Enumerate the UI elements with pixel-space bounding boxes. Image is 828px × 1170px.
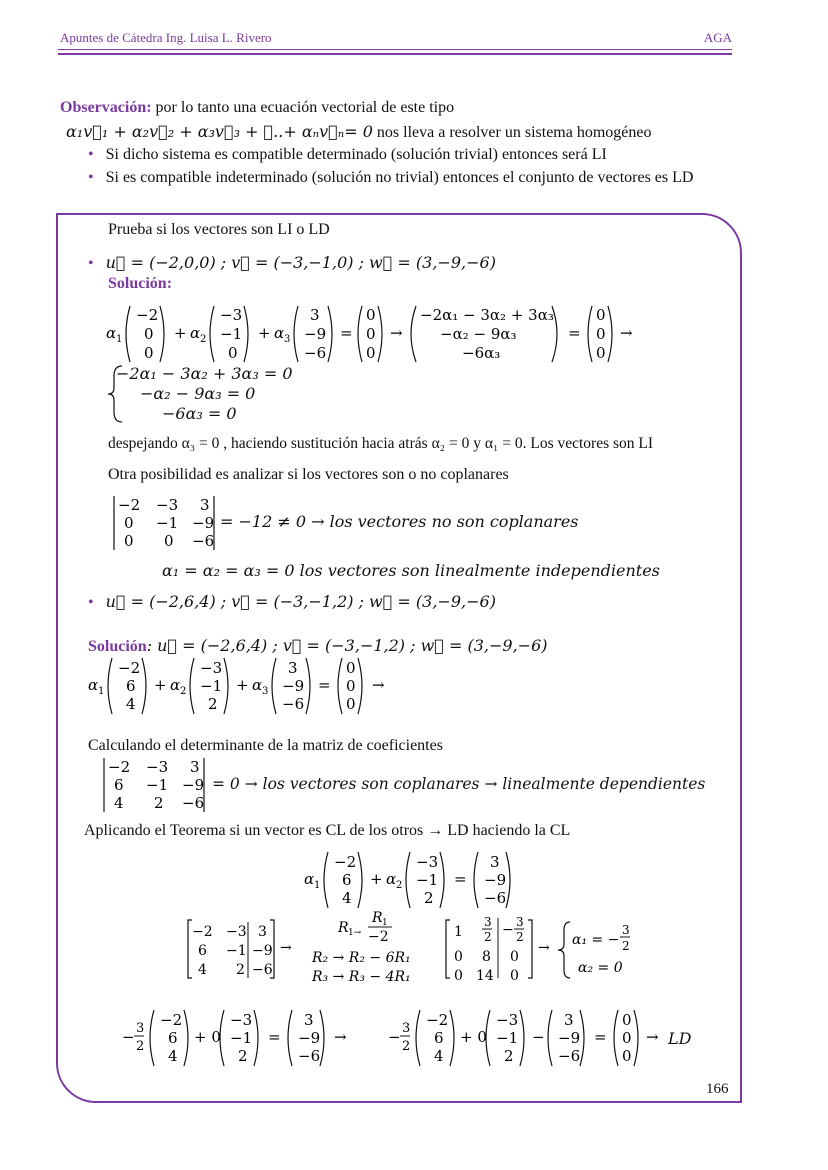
svg-text:−3: −3 bbox=[230, 1011, 253, 1029]
observation-bullet-1: • Si dicho sistema es compatible determinado (solución trivial) entonces será LI bbox=[88, 146, 607, 163]
svg-text:−1: −1 bbox=[496, 1029, 519, 1047]
svg-text:−9: −9 bbox=[252, 943, 273, 959]
svg-text:α: α bbox=[106, 324, 117, 342]
observation-line bbox=[60, 99, 454, 117]
svg-text:0: 0 bbox=[454, 968, 463, 984]
svg-text:3: 3 bbox=[200, 496, 210, 514]
svg-text:3: 3 bbox=[262, 686, 269, 697]
svg-text:−3: −3 bbox=[146, 758, 169, 776]
page-number: 166 bbox=[706, 1081, 729, 1097]
svg-text:4: 4 bbox=[114, 794, 124, 812]
ex2-solucion-label: Solución bbox=[88, 638, 147, 655]
svg-text:0: 0 bbox=[164, 532, 174, 550]
observation-text: por lo tanto una ecuación vectorial de este tipo bbox=[151, 99, 455, 116]
svg-text:1: 1 bbox=[314, 880, 321, 891]
svg-text:−3: −3 bbox=[416, 853, 439, 871]
svg-text:2: 2 bbox=[504, 1047, 514, 1065]
svg-text:0: 0 bbox=[144, 325, 154, 343]
ex1-system-eq1: −2α₁ − 3α₂ + 3α₃ = 0 bbox=[116, 364, 293, 383]
svg-text:→: → bbox=[646, 1028, 659, 1046]
svg-text:−9: −9 bbox=[558, 1029, 581, 1047]
svg-text:R₂ → R₂ − 6R₁: R₂ → R₂ − 6R₁ bbox=[312, 950, 411, 966]
svg-text:3: 3 bbox=[136, 1021, 145, 1036]
svg-text:α₁ = −: α₁ = − bbox=[572, 932, 620, 948]
ex2-ld-label: LD bbox=[668, 1029, 692, 1048]
ex2-final-combination bbox=[118, 1006, 698, 1070]
ex1-otra: Otra posibilidad es analizar si los vectores son o no coplanares bbox=[108, 466, 509, 483]
svg-text:3: 3 bbox=[622, 923, 630, 937]
svg-text:−3: −3 bbox=[200, 659, 223, 677]
svg-text:−2: −2 bbox=[118, 659, 141, 677]
svg-text:1: 1 bbox=[382, 918, 388, 928]
svg-text:2: 2 bbox=[424, 889, 434, 907]
ex1-system-eq2: −α₂ − 9α₃ = 0 bbox=[140, 384, 256, 403]
svg-text:−α₂ − 9α₃: −α₂ − 9α₃ bbox=[440, 325, 517, 343]
svg-text:2: 2 bbox=[402, 1039, 411, 1054]
svg-text:−: − bbox=[122, 1028, 135, 1046]
svg-text:0: 0 bbox=[622, 1029, 632, 1047]
svg-text:3: 3 bbox=[484, 915, 492, 929]
svg-text:+: + bbox=[174, 324, 187, 342]
svg-text:=: = bbox=[268, 1028, 281, 1046]
svg-text:1: 1 bbox=[116, 334, 123, 345]
svg-text:6: 6 bbox=[198, 943, 207, 959]
ex2-cl-equation bbox=[300, 850, 530, 910]
svg-text:α: α bbox=[274, 324, 285, 342]
ex2-solucion-vectors: : u⃗ = (−2,6,4) ; v⃗ = (−3,−1,2) ; w⃗ = (3,−9,−6) bbox=[146, 636, 548, 655]
svg-text:0: 0 bbox=[144, 344, 154, 362]
svg-text:−6α₃: −6α₃ bbox=[462, 344, 501, 362]
ex1-conclusion: α₁ = α₂ = α₃ = 0 los vectores son linealmente independientes bbox=[162, 561, 660, 580]
svg-text:→: → bbox=[538, 940, 550, 956]
svg-text:1: 1 bbox=[454, 924, 463, 940]
svg-text:4: 4 bbox=[126, 695, 136, 713]
svg-text:−: − bbox=[532, 1028, 545, 1046]
svg-text:−9: −9 bbox=[298, 1029, 321, 1047]
svg-text:2: 2 bbox=[484, 930, 492, 944]
svg-text:−1: −1 bbox=[226, 943, 247, 959]
svg-text:6: 6 bbox=[168, 1029, 178, 1047]
svg-text:3: 3 bbox=[190, 758, 200, 776]
ex1-solucion-label: Solución: bbox=[108, 275, 173, 292]
svg-text:=: = bbox=[340, 324, 353, 342]
svg-text:−2: −2 bbox=[136, 306, 159, 324]
svg-text:2: 2 bbox=[238, 1047, 248, 1065]
svg-text:4: 4 bbox=[342, 889, 352, 907]
svg-text:−2: −2 bbox=[334, 853, 357, 871]
svg-text:4: 4 bbox=[168, 1047, 178, 1065]
ex1-vectors: u⃗ = (−2,0,0) ; v⃗ = (−3,−1,0) ; w⃗ = (3,−9,−6) bbox=[105, 253, 496, 272]
svg-text:0: 0 bbox=[366, 325, 376, 343]
svg-text:1→: 1→ bbox=[348, 928, 362, 938]
ex1-det-result: = −12 ≠ 0 → los vectores no son coplanares bbox=[220, 512, 579, 531]
svg-text:0: 0 bbox=[622, 1011, 632, 1029]
svg-text:−6: −6 bbox=[192, 532, 215, 550]
header-author: Apuntes de Cátedra Ing. Luisa L. Rivero bbox=[60, 30, 272, 45]
svg-text:2: 2 bbox=[136, 1039, 145, 1054]
svg-text:α₂ = 0: α₂ = 0 bbox=[578, 960, 623, 976]
svg-text:0: 0 bbox=[622, 1047, 632, 1065]
svg-text:−2: −2 bbox=[426, 1011, 449, 1029]
svg-text:4: 4 bbox=[198, 962, 207, 978]
svg-text:0: 0 bbox=[124, 514, 134, 532]
svg-text:→: → bbox=[372, 676, 385, 694]
svg-text:−9: −9 bbox=[192, 514, 215, 532]
box-title: Prueba si los vectores son LI o LD bbox=[108, 221, 330, 238]
svg-text:α: α bbox=[170, 676, 181, 694]
ex1-vectors-line: • u⃗ = (−2,0,0) ; v⃗ = (−3,−1,0) ; w⃗ = (3,−9,−6) bbox=[88, 253, 496, 272]
svg-text:→: → bbox=[334, 1028, 347, 1046]
ex2-solucion-line bbox=[88, 636, 547, 656]
svg-text:α: α bbox=[88, 676, 99, 694]
svg-text:−6: −6 bbox=[558, 1047, 581, 1065]
svg-text:→: → bbox=[280, 940, 292, 956]
svg-text:3: 3 bbox=[258, 924, 267, 940]
ex1-despejando: despejando α₃ = 0 , haciendo sustitución hacia atrás α₂ = 0 y α₁ = 0. Los vectores son LI bbox=[108, 435, 654, 452]
observation-bullet-2: • Si es compatible indeterminado (solución no trivial) entonces el conjunto de vectores es LD bbox=[88, 169, 694, 186]
svg-text:→: → bbox=[620, 324, 633, 342]
svg-text:3: 3 bbox=[402, 1021, 411, 1036]
ex2-calculando: Calculando el determinante de la matriz de coeficientes bbox=[88, 737, 443, 754]
svg-text:−3: −3 bbox=[220, 306, 243, 324]
svg-text:0: 0 bbox=[366, 344, 376, 362]
svg-text:3: 3 bbox=[288, 659, 298, 677]
svg-text:0: 0 bbox=[124, 532, 134, 550]
observation-label: Observación: bbox=[60, 99, 152, 116]
svg-text:−3: −3 bbox=[226, 924, 247, 940]
svg-text:−1: −1 bbox=[220, 325, 243, 343]
svg-text:3: 3 bbox=[564, 1011, 574, 1029]
svg-text:0: 0 bbox=[346, 659, 356, 677]
svg-text:+ 0: + 0 bbox=[460, 1028, 487, 1046]
ex2-vector-equation bbox=[84, 656, 404, 716]
svg-text:2: 2 bbox=[208, 695, 218, 713]
svg-text:−1: −1 bbox=[156, 514, 179, 532]
svg-text:0: 0 bbox=[454, 949, 463, 965]
svg-text:R: R bbox=[372, 910, 383, 926]
svg-text:2: 2 bbox=[180, 686, 187, 697]
svg-text:−2: −2 bbox=[108, 758, 131, 776]
ex1-determinant bbox=[110, 494, 230, 552]
svg-text:−3: −3 bbox=[156, 496, 179, 514]
svg-text:0: 0 bbox=[366, 306, 376, 324]
svg-text:→: → bbox=[390, 324, 403, 342]
svg-text:α: α bbox=[190, 324, 201, 342]
svg-text:−2: −2 bbox=[118, 496, 141, 514]
svg-text:α: α bbox=[386, 870, 397, 888]
svg-text:+: + bbox=[236, 676, 249, 694]
svg-text:=: = bbox=[568, 324, 581, 342]
ex2-vectors: u⃗ = (−2,6,4) ; v⃗ = (−3,−1,2) ; w⃗ = (3,−9,−6) bbox=[105, 592, 496, 611]
svg-text:3: 3 bbox=[304, 1011, 314, 1029]
svg-text:−6: −6 bbox=[484, 889, 507, 907]
svg-text:2: 2 bbox=[516, 930, 524, 944]
svg-text:α: α bbox=[252, 676, 263, 694]
svg-text:R₃ → R₃ − 4R₁: R₃ → R₃ − 4R₁ bbox=[312, 969, 411, 985]
svg-text:−: − bbox=[388, 1028, 401, 1046]
svg-text:−9: −9 bbox=[304, 325, 327, 343]
svg-text:α: α bbox=[304, 870, 315, 888]
ex2-gauss-reduction bbox=[184, 906, 654, 986]
svg-text:−2: −2 bbox=[368, 929, 389, 945]
svg-text:2: 2 bbox=[154, 794, 164, 812]
svg-text:3: 3 bbox=[490, 853, 500, 871]
svg-text:−: − bbox=[502, 922, 514, 938]
svg-text:1: 1 bbox=[98, 686, 105, 697]
svg-text:−6: −6 bbox=[182, 794, 205, 812]
svg-text:−1: −1 bbox=[200, 677, 223, 695]
svg-text:8: 8 bbox=[482, 949, 491, 965]
svg-text:−1: −1 bbox=[230, 1029, 253, 1047]
svg-text:=: = bbox=[454, 870, 467, 888]
svg-text:−1: −1 bbox=[146, 776, 169, 794]
svg-text:4: 4 bbox=[434, 1047, 444, 1065]
ex2-aplicando: Aplicando el Teorema si un vector es CL de los otros → LD haciendo la CL bbox=[84, 822, 571, 839]
svg-text:=: = bbox=[594, 1028, 607, 1046]
svg-text:+: + bbox=[154, 676, 167, 694]
svg-text:R: R bbox=[338, 920, 349, 936]
svg-text:0: 0 bbox=[510, 968, 519, 984]
svg-text:−9: −9 bbox=[282, 677, 305, 695]
svg-text:0: 0 bbox=[228, 344, 238, 362]
svg-text:0: 0 bbox=[346, 695, 356, 713]
svg-text:0: 0 bbox=[596, 306, 606, 324]
svg-text:−1: −1 bbox=[416, 871, 439, 889]
ex1-vector-equation bbox=[100, 300, 660, 370]
svg-text:14: 14 bbox=[476, 968, 494, 984]
svg-text:+: + bbox=[370, 870, 383, 888]
header-course: AGA bbox=[703, 30, 732, 45]
svg-text:2: 2 bbox=[200, 334, 207, 345]
svg-text:−9: −9 bbox=[182, 776, 205, 794]
header-rule bbox=[58, 49, 732, 50]
observation-equation-line bbox=[66, 122, 652, 142]
svg-text:6: 6 bbox=[126, 677, 136, 695]
svg-text:6: 6 bbox=[342, 871, 352, 889]
svg-text:6: 6 bbox=[114, 776, 124, 794]
svg-text:0: 0 bbox=[510, 949, 519, 965]
svg-text:=: = bbox=[318, 676, 331, 694]
svg-text:3: 3 bbox=[516, 915, 524, 929]
svg-text:+: + bbox=[258, 324, 271, 342]
svg-text:−2: −2 bbox=[160, 1011, 183, 1029]
svg-text:+ 0: + 0 bbox=[194, 1028, 221, 1046]
observation-equation: α₁v⃗₁ + α₂v⃗₂ + α₃v⃗₃ + ⋯..+ αₙv⃗ₙ= 0 bbox=[66, 122, 373, 141]
svg-text:−2α₁ − 3α₂ + 3α₃: −2α₁ − 3α₂ + 3α₃ bbox=[420, 306, 554, 324]
svg-text:−3: −3 bbox=[496, 1011, 519, 1029]
observation-equation-tail: nos lleva a resolver un sistema homogéneo bbox=[372, 124, 652, 141]
svg-text:−2: −2 bbox=[192, 924, 213, 940]
ex1-system-eq3: −6α₃ = 0 bbox=[162, 404, 237, 423]
svg-text:2: 2 bbox=[622, 939, 630, 953]
svg-text:0: 0 bbox=[346, 677, 356, 695]
ex2-determinant bbox=[100, 756, 220, 814]
header-rule-thick bbox=[58, 53, 732, 55]
svg-text:3: 3 bbox=[284, 334, 291, 345]
ex2-vectors-line: • u⃗ = (−2,6,4) ; v⃗ = (−3,−1,2) ; w⃗ = (3,−9,−6) bbox=[88, 592, 496, 611]
svg-text:−6: −6 bbox=[304, 344, 327, 362]
svg-text:2: 2 bbox=[236, 962, 245, 978]
ex2-det-result: = 0 → los vectores son coplanares → linealmente dependientes bbox=[212, 775, 706, 793]
svg-text:−6: −6 bbox=[252, 962, 273, 978]
svg-text:0: 0 bbox=[596, 325, 606, 343]
svg-text:−6: −6 bbox=[282, 695, 305, 713]
svg-text:2: 2 bbox=[396, 880, 403, 891]
svg-text:6: 6 bbox=[434, 1029, 444, 1047]
svg-text:−6: −6 bbox=[298, 1047, 321, 1065]
svg-text:0: 0 bbox=[596, 344, 606, 362]
svg-text:−9: −9 bbox=[484, 871, 507, 889]
svg-text:3: 3 bbox=[310, 306, 320, 324]
